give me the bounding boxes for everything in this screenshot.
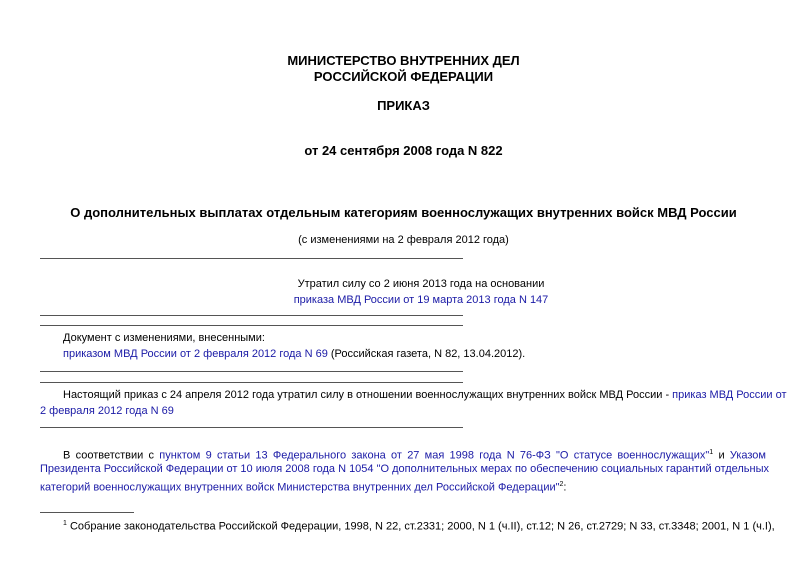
divider — [40, 258, 463, 259]
document-date-number: от 24 сентября 2008 года N 822 — [304, 143, 503, 158]
divider — [40, 371, 463, 372]
partial-repeal-text: Настоящий приказ с 24 апреля 2012 года утратил силу в отношении военнослужащих внутренних войск МВД России - — [63, 389, 673, 401]
amendments-line — [63, 346, 525, 362]
partial-repeal-line1 — [63, 387, 787, 403]
footnote-separator — [40, 512, 134, 513]
document-type: ПРИКАЗ — [377, 98, 430, 113]
body-conjunction: и — [718, 449, 725, 462]
ministry-line-2: РОССИЙСКОЙ ФЕДЕРАЦИИ — [313, 69, 494, 84]
footnote-1 — [63, 516, 775, 535]
footnote-text: Собрание законодательства Российской Федерации, 1998, N 22, ст.2331; 2000, N 1 (ч.II), ст.12; N 26, ст.2729; N 33, ст.3348; 2001, N 1 (ч.I), — [69, 520, 775, 533]
amendments-intro: Документ с изменениями, внесенными: — [63, 332, 265, 344]
amending-order-link[interactable]: приказом МВД России от 2 февраля 2012 года N 69 — [63, 348, 328, 360]
repeal-notice-text: Утратил силу со 2 июня 2013 года на основании — [297, 278, 545, 290]
divider — [40, 315, 463, 316]
presidential-decree-link-cont[interactable]: Президента Российской Федерации от 10 июля 2008 года N 1054 "О дополнительных мерах по обеспечению социальных гарантий отдельных — [40, 463, 769, 475]
partial-repeal-line2 — [40, 403, 174, 419]
body-suffix: : — [563, 481, 567, 494]
body-paragraph-line2 — [40, 461, 769, 477]
footnote-number: 1 — [63, 520, 67, 527]
footnote-ref-2[interactable]: 2 — [559, 481, 564, 488]
ministry-name — [0, 53, 807, 85]
repeal-order-link[interactable]: приказа МВД России от 19 марта 2013 года N 147 — [293, 294, 549, 306]
divider — [40, 325, 463, 326]
partial-repeal-link-part2[interactable]: 2 февраля 2012 года N 69 — [40, 405, 174, 417]
document-title: О дополнительных выплатах отдельным категориям военнослужащих внутренних войск МВД России — [70, 205, 737, 220]
divider — [40, 382, 463, 383]
ministry-line-1: МИНИСТЕРСТВО ВНУТРЕННИХ ДЕЛ — [287, 53, 520, 68]
footnote-ref-1[interactable]: 1 — [709, 449, 714, 456]
presidential-decree-link[interactable]: Указом — [729, 449, 766, 462]
divider — [40, 427, 463, 428]
changes-note: (с изменениями на 2 февраля 2012 года) — [298, 234, 509, 246]
presidential-decree-link-end[interactable]: категорий военнослужащих внутренних войск Министерства внутренних дел Российской Федерации" — [40, 481, 560, 494]
body-paragraph-line3 — [40, 477, 566, 496]
partial-repeal-link-part1[interactable]: приказ МВД России от — [672, 389, 787, 401]
amendments-source: (Российская газета, N 82, 13.04.2012). — [327, 348, 526, 360]
body-prefix: В соответствии с — [63, 449, 155, 462]
repeal-notice — [40, 276, 802, 308]
federal-law-link[interactable]: пунктом 9 статьи 13 Федерального закона от 27 мая 1998 года N 76-ФЗ "О статусе военнослужащих" — [159, 449, 710, 462]
